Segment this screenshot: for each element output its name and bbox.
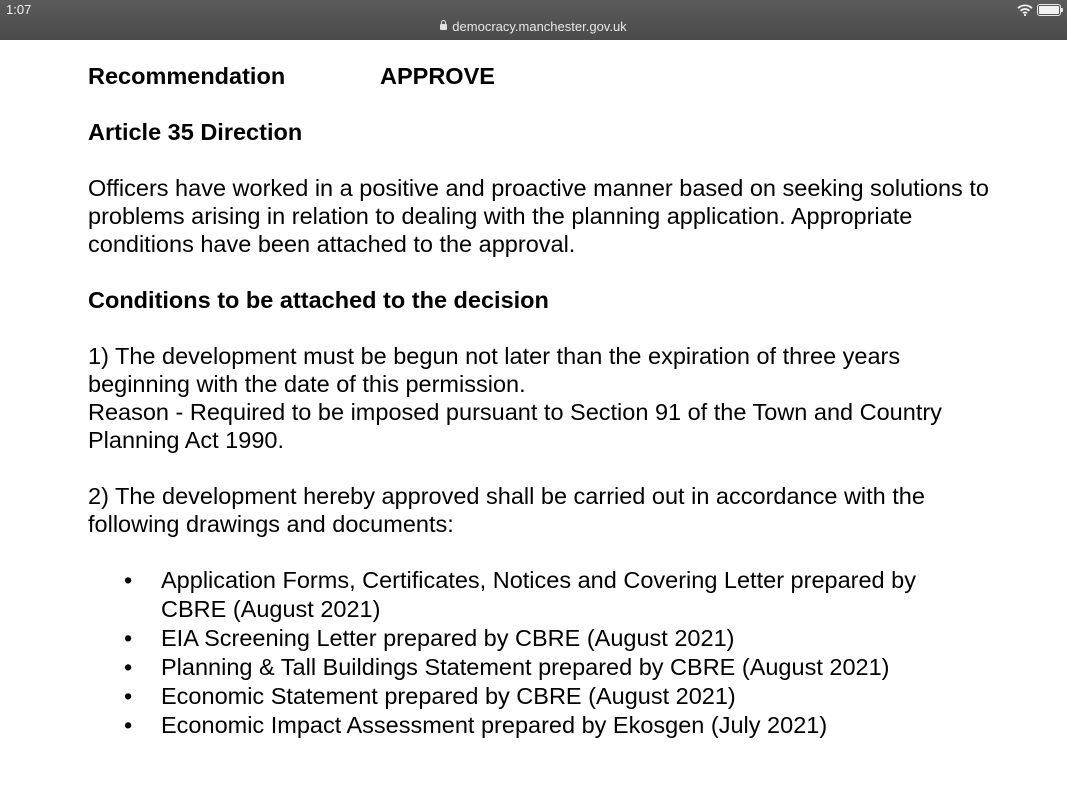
list-item-line-1: Application Forms, Certificates, Notices and Covering Letter prepared by	[161, 567, 916, 593]
bullet-icon: •	[124, 625, 133, 651]
status-time: 1:07	[6, 2, 32, 17]
list-item	[124, 653, 1018, 682]
recommendation-label: Recommendation	[88, 63, 286, 89]
bullet-icon: •	[124, 654, 133, 680]
address-bar[interactable]	[0, 19, 1067, 34]
list-item-line-1: Economic Impact Assessment prepared by Ekosgen (July 2021)	[161, 712, 828, 738]
list-item	[124, 566, 1018, 624]
condition-2-line-1: 2) The development hereby approved shall be carried out in accordance with the	[88, 483, 925, 509]
recommendation-row	[88, 62, 1018, 90]
list-item	[124, 624, 1018, 653]
article-text: Officers have worked in a positive and proactive manner based on seeking solutions to problems arising in relation to dealing with the planning application. Appropriate conditions have been attached to the approval.	[88, 175, 989, 257]
bullet-icon: •	[124, 712, 133, 738]
condition-1-line-1: 1) The development must be begun not later than the expiration of three years	[88, 343, 901, 369]
status-bar	[0, 0, 1067, 40]
condition-1-reason-line-2: Planning Act 1990.	[88, 427, 284, 453]
recommendation-value: APPROVE	[380, 63, 495, 89]
list-item	[124, 682, 1018, 711]
document-page	[88, 62, 1018, 740]
battery-icon	[1037, 4, 1061, 16]
article-heading: Article 35 Direction	[88, 119, 303, 145]
list-item-line-1: Economic Statement prepared by CBRE (August 2021)	[161, 683, 736, 709]
condition-2-line-2: following drawings and documents:	[88, 511, 454, 537]
list-item-line-2: CBRE (August 2021)	[161, 596, 381, 622]
list-item-line-1: EIA Screening Letter prepared by CBRE (August 2021)	[161, 625, 735, 651]
status-icons	[1017, 4, 1061, 16]
list-item	[124, 711, 1018, 740]
list-item-line-1: Planning & Tall Buildings Statement prepared by CBRE (August 2021)	[161, 654, 890, 680]
condition-1-reason-line-1: Reason - Required to be imposed pursuant to Section 91 of the Town and Country	[88, 399, 942, 425]
lock-icon	[440, 24, 447, 30]
documents-list	[88, 566, 1018, 740]
bullet-icon: •	[124, 683, 133, 709]
conditions-heading: Conditions to be attached to the decision	[88, 287, 549, 313]
wifi-icon	[1017, 4, 1033, 16]
url-text[interactable]: democracy.manchester.gov.uk	[452, 19, 627, 34]
condition-1-line-2: beginning with the date of this permission.	[88, 371, 526, 397]
bullet-icon: •	[124, 567, 133, 593]
